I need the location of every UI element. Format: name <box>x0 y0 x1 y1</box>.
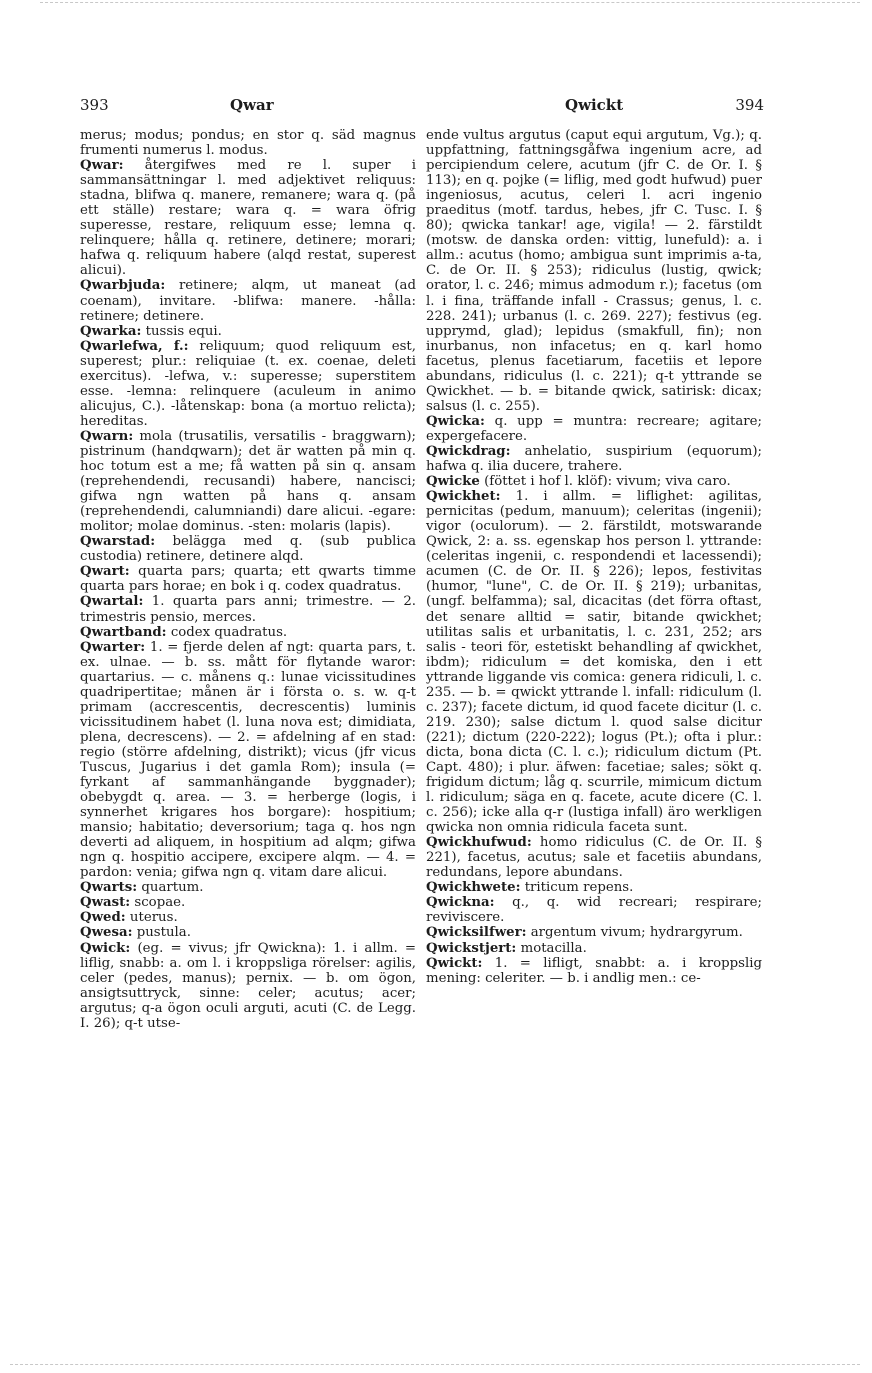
page-number-left: 393 <box>80 96 109 114</box>
dictionary-entry <box>80 625 416 640</box>
scan-edge-bottom <box>10 1364 860 1365</box>
entry-headword: Qwickt: <box>426 955 483 971</box>
entry-definition: mola (trusatilis, versatilis - braggwarn); pistrinum (handqwarn); det är watten på min q. hoc totum est a me; få watten på sin q. ansam (reprehendendi, recusandi) habere, nancisci; gifwa ngn watten på hans q. ansam (reprehendendi, calumniandi) dare alicui. -egare: molitor; molae dominus. -sten: molaris (lapis). <box>80 428 416 535</box>
entry-definition: merus; modus; pondus; en stor q. säd magnus frumenti numerus l. modus. <box>80 128 416 159</box>
dictionary-entry <box>426 895 762 925</box>
entry-headword: Qwast: <box>80 895 131 911</box>
dictionary-entry <box>426 880 762 895</box>
entry-definition: pustula. <box>132 925 191 941</box>
dictionary-entry <box>426 835 762 880</box>
dictionary-entry <box>426 925 762 940</box>
left-column <box>80 128 416 1031</box>
entry-headword: Qwar: <box>80 158 124 174</box>
right-column <box>426 128 762 986</box>
entry-headword: Qwicksilfwer: <box>426 925 527 941</box>
entry-headword: Qwarter: <box>80 639 146 655</box>
entry-definition: retinere; alqm, ut maneat (ad coenam), invitare. -blifwa: manere. -hålla: retinere; detinere. <box>80 278 416 324</box>
entry-headword: Qwed: <box>80 910 126 926</box>
entry-definition: reliquum; quod reliquum est, superest; plur.: reliquiae (t. ex. coenae, deleti exercitus). -lefwa, v.: superesse; superstitem esse. -lemna: relinquere (aculeum in animo alicujus, C.). -låtenskap: bona (a mortuo relicta); hereditas. <box>80 338 416 429</box>
entry-headword: Qwartband: <box>80 624 167 640</box>
entry-definition: quarta pars; quarta; ett qwarts timme quarta pars horae; en bok i q. codex quadratus. <box>80 564 416 595</box>
dictionary-entry <box>80 534 416 564</box>
dictionary-entry <box>80 278 416 323</box>
dictionary-entry <box>80 895 416 910</box>
dictionary-entry <box>80 324 416 339</box>
entry-headword: Qwesa: <box>80 925 133 941</box>
entry-definition: argentum vivum; hydrargyrum. <box>526 925 743 941</box>
dictionary-entry <box>80 640 416 881</box>
running-headword-right: Qwickt <box>565 96 624 114</box>
dictionary-entry <box>426 444 762 474</box>
entry-definition: quartum. <box>137 880 204 896</box>
dictionary-entry <box>80 128 416 158</box>
dictionary-entry <box>426 956 762 986</box>
entry-definition: (eg. = vivus; jfr Qwickna): 1. i allm. = liflig, snabb: a. om l. i kroppsliga rörelser: agilis, celer (pedes, manus); pernix. — b. om ögon, ansigtsuttryck, sinne: celer; acutus; acer; argutus; q-a ögon oculi arguti, acuti (C. de Legg. I. 26); q-t utse- <box>80 940 416 1031</box>
entry-definition: tussis equi. <box>141 323 222 339</box>
entry-definition: (föttet i hof l. klöf): vivum; viva caro. <box>479 474 731 490</box>
dictionary-entry <box>80 429 416 534</box>
entry-definition: triticum repens. <box>520 880 634 896</box>
entry-headword: Qwick: <box>80 940 131 956</box>
entry-headword: Qwarbjuda: <box>80 278 166 294</box>
dictionary-entry <box>426 128 762 414</box>
entry-definition: 1. quarta pars anni; trimestre. — 2. trimestris pensio, merces. <box>80 594 416 625</box>
entry-definition: beläggа med q. (sub publica custodia) retinere, detinere alqd. <box>80 534 416 565</box>
entry-headword: Qwickstjert: <box>426 940 517 956</box>
entry-headword: Qwickna: <box>426 895 495 911</box>
dictionary-entry <box>80 880 416 895</box>
entry-headword: Qwarka: <box>80 323 142 339</box>
entry-headword: Qwarstad: <box>80 534 156 550</box>
dictionary-entry <box>426 489 762 835</box>
entry-definition: motacilla. <box>516 940 587 956</box>
entry-definition: uterus. <box>125 910 178 926</box>
entry-headword: Qwarlefwa, f.: <box>80 338 189 354</box>
entry-headword: Qwicke <box>426 474 480 490</box>
entry-definition: anhelatio, suspirium (equorum); hafwa q. ilia ducere, trahere. <box>426 443 762 475</box>
entry-headword: Qwarn: <box>80 428 134 444</box>
entry-headword: Qwickdrag: <box>426 443 511 459</box>
entry-definition: 1. i allm. = liflighet: agilitas, pernicitas (pedum, manuum); celeritas (ingenii); vigor (oculorum). — 2. färstildt, motswarande Qwick, 2: a. ss. egenskap hos person l. yttrande: (celeritas ingenii, c. respondendi et lacessendi); acumen (C. de Or. II. § 226); lepos, festivitas (humor, "lune", C. de Or. II. § 219); urbanitas, (ungf. belfamma); sal, dicacitas (det förra oftast, det senare alltid = satir, bitande qwickhet; utilitas salis et urbanitatis, l. c. 231, 252; ars salis - teori för, estetiskt behandling af qwickhet, ibdm); ridiculum = det komiska, den i ett yttrande liggande vis comica: genera ridiculi, l. c. 235. — b. = qwickt yttrande l. infall: ridiculum (l. c. 237); facete dictum, id quod facete dicitur (l. c. 219. 230); salse dictum l. quod salse dicitur (221); dictum (220-222); logus (Pt.); ofta i plur.: dicta, bona dicta (C. l. c.); ridiculum dictum (Pt. Capt. 480); i plur. äfwen: facetiae; sales; sökt q. frigidum dictum; låg q. scurrile, mimicum dictum l. ridiculum; säga en q. facete, acute dicere (C. l. c. 256); icke alla q-r (lustiga infall) äro werkligen qwicka non omnia ridicula faceta sunt. <box>426 489 762 836</box>
entry-headword: Qwicka: <box>426 413 485 429</box>
dictionary-entry <box>80 941 416 1031</box>
running-headword-left: Qwar <box>230 96 274 114</box>
dictionary-entry <box>80 339 416 429</box>
dictionary-entry <box>80 594 416 624</box>
entry-definition: 1. = lifligt, snabbt: a. i kroppslig mening: celeriter. — b. i andlig men.: ce- <box>426 955 762 986</box>
entry-headword: Qwickhwete: <box>426 880 521 896</box>
dictionary-entry <box>80 910 416 925</box>
page-number-right: 394 <box>735 96 764 114</box>
dictionary-entry <box>426 474 762 489</box>
entry-definition: homo ridiculus (C. de Or. II. § 221), facetus, acutus; sale et facetiis abundans, redundans, lepore abundans. <box>426 835 762 881</box>
dictionary-entry <box>426 414 762 444</box>
entry-definition: scopae. <box>130 895 186 911</box>
entry-headword: Qwart: <box>80 564 130 580</box>
entry-definition: q., q. wid recreari; respirare; reviviscere. <box>426 895 762 926</box>
entry-definition: 1. = fjerde delen af ngt: quarta pars, t. ex. ulnae. — b. ss. mått för flytande waror: quartarius. — c. månens q.: lunae vicissitudines quadripertitae; månen är i första o. s. w. q-t primam (accrescentis, decrescentis) luminis vicissitudinem habet (l. luna nova est; dimidiata, plena, decrescens). — 2. = afdelning af en stad: regio (större afdelning, distrikt); vicus (jfr vicus Tuscus, Jugarius i det gamla Rom); insula (= fyrkant af sammanhängande byggnader); obebygdt q. area. — 3. = herberge (logis, i synnerhet krigares hos borgare): hospitium; mansio; habitatio; deversorium; taga q. hos ngn deverti ad aliquem, in hospitium ad alqm; gifwa ngn q. hospitio accipere, excipere alqm. — 4. = pardon: venia; gifwa ngn q. vitam dare alicui. <box>80 639 416 881</box>
scan-edge-top <box>40 2 860 3</box>
entry-definition: codex quadratus. <box>166 624 288 640</box>
entry-definition: ende vultus argutus (caput equi argutum, Vg.); q. uppfattning, fattningsgåfwa ingenium acre, ad percipiendum celere, acutum (jfr C. de Or. I. § 113); en q. pojke (= liflig, med godt hufwud) puer ingeniosus, acutus, celeri l. acri ingenio praeditus (motf. tardus, hebes, jfr C. Tusc. I. § 80); qwicka tankar! age, vigila! — 2. färstildt (motsw. de danska orden: vittig, lunefuld): a. i allm.: acutus (homo; ambigua sunt imprimis a-ta, C. de Or. II. § 253); ridiculus (lustig, qwick; orator, l. c. 246; mimus admodum r.); facetus (om l. i fina, träffande infall - Crassus; genus, l. c. 228. 241); urbanus (l. c. 269. 227); festivus (eg. upprymd, glad); lepidus (smakfull, fin); non inurbanus, non infacetus; en q. karl homo facetus, plenus facetiarum, facetiis et lepore abundans, ridiculus (l. c. 221); q-t yttrande se Qwickhet. — b. = bitande qwick, satirisk: dicax; salsus (l. c. 255). <box>426 128 762 414</box>
entry-headword: Qwartal: <box>80 594 144 610</box>
dictionary-entry <box>426 941 762 956</box>
dictionary-entry <box>80 564 416 594</box>
entry-headword: Qwickhet: <box>426 489 501 505</box>
dictionary-entry <box>80 925 416 940</box>
entry-headword: Qwickhufwud: <box>426 835 532 851</box>
entry-definition: q. upp = muntra: recreare; agitare; expergefacere. <box>426 413 762 444</box>
page-header <box>80 96 764 118</box>
entry-headword: Qwarts: <box>80 880 138 896</box>
dictionary-entry <box>80 158 416 278</box>
entry-definition: återgifwes med re l. super i sammansättningar l. med adjektivet reliquus: stadna, blifwa q. manere, remanere; wara q. (på ett ställe) restare; wara q. = wara öfrig superesse, restare, reliquum esse; lemna q. relinquere; hålla q. retinere, detinere; morari; hafwa q. reliquum habere (alqd restat, superest alicui). <box>80 158 416 279</box>
